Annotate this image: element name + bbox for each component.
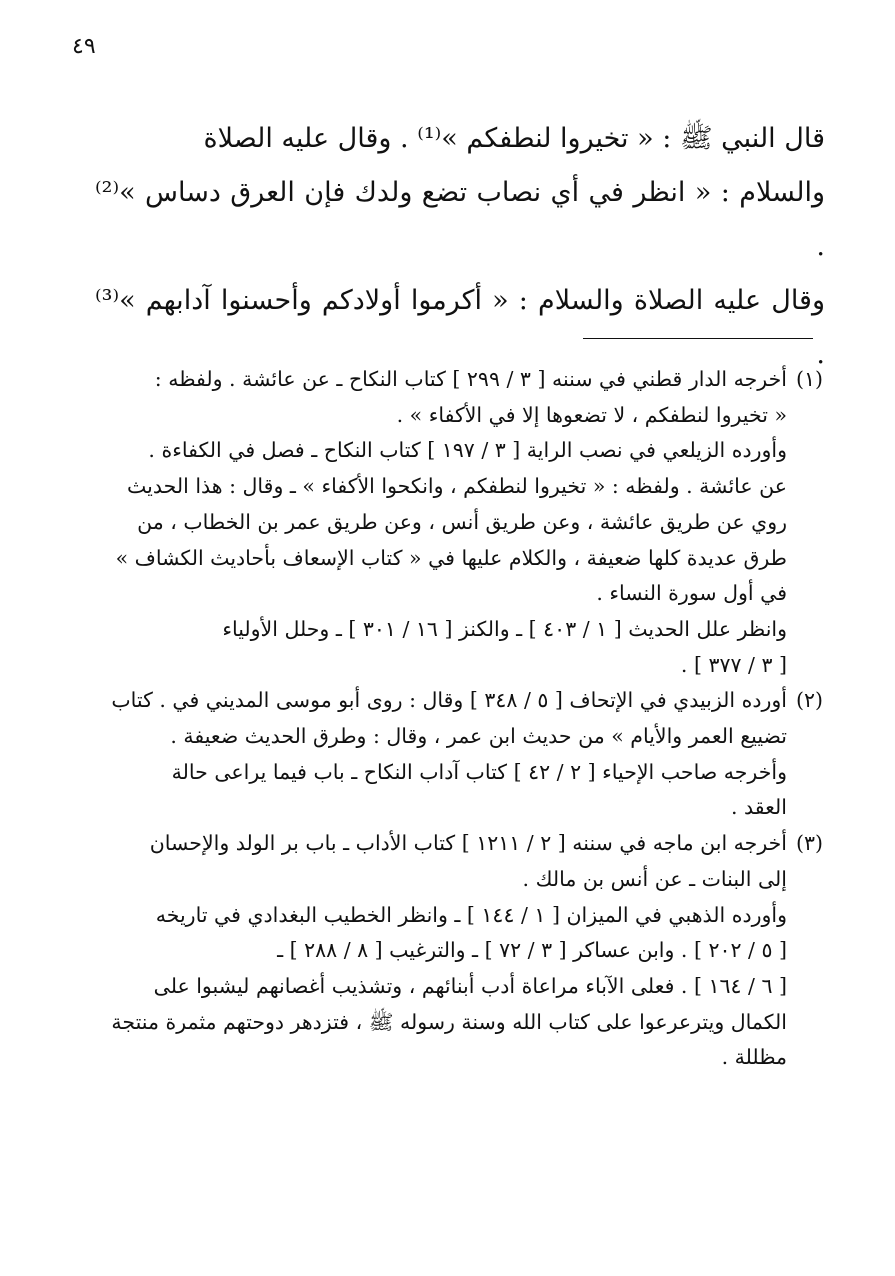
footnote-line: تضييع العمر والأيام » من حديث ابن عمر ، وقال : وطرق الحديث ضعيفة . xyxy=(170,724,787,749)
footnote-line: مظللة . xyxy=(721,1045,787,1070)
footnote-divider xyxy=(583,338,813,339)
footnote-line: وانظر علل الحديث [ ١ / ٤٠٣ ] ـ والكنز [ ١٦ / ٣٠١ ] ـ وحلل الأولياء xyxy=(222,616,787,641)
main-text xyxy=(95,112,825,382)
footnote-1 xyxy=(100,362,823,683)
footnote-line: روي عن طريق عائشة ، وعن طريق أنس ، وعن طريق عمر بن الخطاب ، من xyxy=(137,509,787,534)
footnote-number: (٣) xyxy=(795,831,823,856)
footnote-line: وأخرجه صاحب الإحياء [ ٢ / ٤٢ ] كتاب آداب النكاح ـ باب فيما يراعى حالة xyxy=(171,759,787,784)
footnote-line: « تخيروا لنطفكم ، لا تضعوها إلا في الأكفاء » . xyxy=(396,402,787,427)
footnote-line: أخرجه الدار قطني في سننه [ ٣ / ٢٩٩ ] كتاب النكاح ـ عن عائشة . ولفظه : xyxy=(154,367,787,391)
footnote-line: [ ٦ / ١٦٤ ] . فعلى الآباء مراعاة أدب أبنائهم ، وتشذيب أغصانهم ليشبوا على xyxy=(153,973,787,998)
main-line: قال النبي ﷺ : « تخيروا لنطفكم »⁽¹⁾ . وقال عليه الصلاة xyxy=(203,123,825,154)
page-number: ٤٩ xyxy=(72,34,96,59)
footnote-number: (٢) xyxy=(795,688,823,713)
footnote-line: وأورده الزيلعي في نصب الراية [ ٣ / ١٩٧ ] كتاب النكاح ـ فصل في الكفاءة . xyxy=(148,438,787,463)
footnote-line: الكمال ويترعرعوا على كتاب الله وسنة رسوله ﷺ ، فتزدهر دوحتهم مثمرة منتجة xyxy=(111,1009,787,1034)
footnote-line: في أول سورة النساء . xyxy=(596,581,787,606)
footnote-line: وأورده الذهبي في الميزان [ ١ / ١٤٤ ] ـ وانظر الخطيب البغدادي في تاريخه xyxy=(155,902,787,927)
footnote-line: أورده الزبيدي في الإتحاف [ ٥ / ٣٤٨ ] وقال : روى أبو موسى المديني في . كتاب xyxy=(111,688,787,713)
footnote-line: طرق عديدة كلها ضعيفة ، والكلام عليها في « كتاب الإسعاف بأحاديث الكشاف » xyxy=(115,545,787,570)
footnote-line: [ ٣ / ٣٧٧ ] . xyxy=(680,652,787,677)
footnotes xyxy=(100,362,823,1076)
footnote-line: [ ٥ / ٢٠٢ ] . وابن عساكر [ ٣ / ٧٢ ] ـ والترغيب [ ٨ / ٢٨٨ ] ـ xyxy=(277,938,787,963)
footnote-line: إلى البنات ـ عن أنس بن مالك . xyxy=(522,866,787,891)
footnote-line: العقد . xyxy=(731,795,787,820)
footnote-line: عن عائشة . ولفظه : « تخيروا لنطفكم ، وانكحوا الأكفاء » ـ وقال : هذا الحديث xyxy=(127,474,787,499)
footnote-number: (١) xyxy=(795,367,823,391)
footnote-3 xyxy=(100,826,823,1076)
main-line: وقال عليه الصلاة والسلام : « أكرموا أولادكم وأحسنوا آدابهم »⁽³⁾ . xyxy=(95,285,825,370)
footnote-line: أخرجه ابن ماجه في سننه [ ٢ / ١٢١١ ] كتاب الأداب ـ باب بر الولد والإحسان xyxy=(149,831,787,856)
main-line: والسلام : « انظر في أي نصاب تضع ولدك فإن العرق دساس »⁽²⁾ . xyxy=(95,177,825,262)
footnote-2 xyxy=(100,683,823,826)
